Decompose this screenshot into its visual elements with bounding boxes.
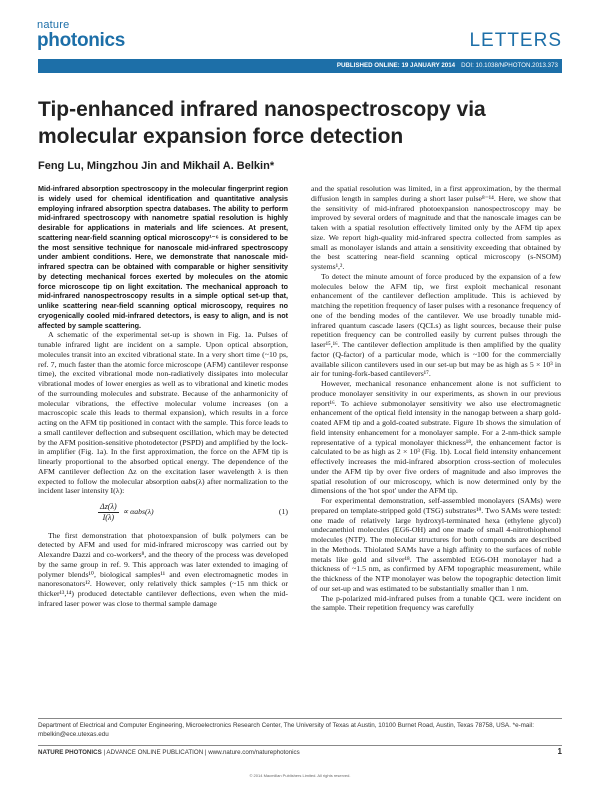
equation-1 — [38, 502, 288, 523]
footer-divider — [38, 745, 562, 746]
equation-label: (1) — [278, 507, 288, 517]
equation-numerator: Δz(λ) — [100, 502, 117, 511]
right-column — [311, 184, 561, 613]
publication-bar — [38, 59, 562, 73]
paragraph: For experimental demonstration, self-assembled monolayers (SAMs) were prepared on template-stripped gold (TSG) substrates¹⁹. Two SAMs were tested: one made of relatively large hydroxyl-terminated hexa (ethylene glycol) undecanethiol molecules (EG6-OH) and one made of small 4-nitrothiophenol molecules (NTP). The molecular structures for both compounds are described in the Methods. Thiolated SAMs have a high affinity to the surfaces of noble metals like gold and silver¹⁸. The assembled EG6-OH monolayer had a thickness of ~1.5 nm, as confirmed by AFM topographic measurement, while the thickness of the NTP monolayer was below the topographic detection limit of our set-up and was estimated to be substantially smaller than 1 nm. — [311, 496, 561, 593]
footer-divider — [38, 718, 562, 719]
paragraph: However, mechanical resonance enhancement alone is not sufficient to produce monolayer sensitivity in our experiments, as shown in our previous report¹⁶. To achieve submonolayer sensitivity we also use electromagnetic enhancement of the optical field intensity in the nanogap between a sharp gold-coated AFM tip and a gold-coated substrate. Figure 1b shows the simulation of field intensity enhancement for a monolayer sample. For a 2-nm-thick sample representative of a typical monolayer thickness¹⁸, the enhancement factor is calculated to be as high as 2 × 10³ (Fig. 1b). Local field intensity enhancement effectively increases the mid-infrared absorption cross-section of molecules under the AFM tip by over five orders of magnitude and also improves the spatial resolution of our microscopy, which is now determined only by the dimensions of the 'hot spot' under the AFM tip. — [311, 379, 561, 496]
journal-logo-line2: photonics — [37, 30, 126, 51]
equation-denominator: I(λ) — [102, 512, 115, 522]
author-list: Feng Lu, Mingzhou Jin and Mikhail A. Belkin* — [38, 160, 275, 172]
footer-journal: NATURE PHOTONICS — [38, 749, 102, 756]
paragraph: The first demonstration that photoexpansion of bulk polymers can be detected by AFM and used for mid-infrared microscopy was carried out by Alexandre Dazzi and co-workers⁸, and the theory of the process was developed by the same group in ref. 9. This approach was later extended to imaging of polymer blends¹⁰, biological samples¹¹ and even electromagnetic modes in nanoresonators¹². However, only relatively thick samples (~15 nm thick or thicker¹³,¹⁴) produced detectable cantilever deflections, even when the mid-infrared laser power was close to thermal sample damage — [38, 530, 288, 608]
equation-rhs: ∝ αabs(λ) — [122, 507, 154, 517]
journal-logo — [37, 20, 125, 50]
section-label: LETTERS — [469, 30, 562, 51]
footer-info: | ADVANCE ONLINE PUBLICATION | www.nature.com/naturephotonics — [103, 749, 300, 756]
copyright: © 2014 Macmillan Publishers Limited. All rights reserved. — [249, 773, 351, 778]
equation-fraction — [98, 502, 119, 523]
paragraph: A schematic of the experimental set-up is shown in Fig. 1a. Pulses of tunable infrared light are incident on a sample. Upon optical absorption, molecules transit into an excited vibrational state. In a very short time (~10 ps, ref. 7, much faster than the atomic force microscope (AFM) cantilever response time), the excited vibrational mode non-radiatively dissipates into molecular vibrational modes of lower energies as well as to vibrational and kinetic modes of the surrounding molecules and substrate. Because of the anharmonicity of molecular vibrations, the effective molecular volume increases (on a macroscopic scale this leads to thermal expansion), which results in a force acting on the AFM tip positioned in contact with the sample. This force leads to a small cantilever deflection and subsequent oscillation, which may be detected by the AFM position-sensitive photodetector (PSPD) and amplified by the lock-in amplifier (Fig. 1a). In the first approximation, the force on the AFM tip is linearly proportional to the absorbed optical energy. The dependence of the AFM cantilever deflection Δz on the excitation laser wavelength λ is then expected to follow the molecular absorption αabs(λ) after normalization to the incident laser intensity I(λ): — [38, 330, 288, 496]
doi: DOI: 10.1038/NPHOTON.2013.373 — [461, 62, 558, 69]
affiliation: Department of Electrical and Computer Engineering, Microelectronics Research Center, The University of Texas at Austin, 10100 Burnet Road, Austin, Texas 78758, USA. *e-mail: mbelkin@ece.utexas.edu — [38, 722, 534, 738]
abstract: Mid-infrared absorption spectroscopy in the molecular fingerprint region is widely used for chemical identification and quantitative analysis employing infrared absorption spectra databases. The ability to perform mid-infrared spectroscopy with nanometre spatial resolution is highly desirable for applications in materials and life sciences. At present, scattering near-field scanning optical microscopy¹⁻⁶ is considered to be the most sensitive technique for nanoscale mid-infrared spectroscopy under ambient conditions. Here, we demonstrate that nanoscale mid-infrared spectra can be obtained with comparable or higher sensitivity by detecting mechanical forces exerted by molecules on the atomic force microscope tip on light excitation. The mechanical approach to mid-infrared nanospectroscopy results in a simple optical set-up that, unlike scattering near-field scanning optical microscopy, requires no cryogenically cooled mid-infrared detectors, is easy to align, and is not affected by sample scattering. — [38, 184, 288, 330]
journal-logo-line1: nature — [37, 19, 70, 31]
published-date: PUBLISHED ONLINE: 19 JANUARY 2014 — [336, 62, 456, 69]
left-column — [38, 184, 288, 609]
page-number: 1 — [557, 747, 562, 756]
running-footer — [38, 749, 300, 756]
paragraph: To detect the minute amount of force produced by the expansion of a few molecules below the AFM tip, we first exploit mechanical resonant enhancement of the cantilever deflection amplitude. This is achieved by matching the repetition frequency of laser pulses with a resonance frequency of one of the bending modes of the cantilever. We use broadly tunable mid-infrared quantum cascade lasers (QCLs) as light sources, because their pulse repetition frequency can be controlled easily by current pulses through the laser¹⁵,¹⁶. The cantilever deflection amplitude is then amplified by the quality factor (Q-factor) of a particular mode, which is ~100 for the commercially available silicon cantilevers used in our set-up but may be as high as 5 × 10³ in air for tuning-fork-based cantilevers¹⁷. — [311, 271, 561, 379]
article-title: Tip-enhanced infrared nanospectroscopy via molecular expansion force detection — [38, 98, 486, 148]
paragraph: and the spatial resolution was limited, in a first approximation, by the thermal diffusion length in samples during a short laser pulse⁸⁻¹⁴. Here, we show that the sensitivity of mid-infrared photoexpansion nanospectroscopy may be improved by several orders of magnitude and that the nanoscale images can be taken with a spatial resolution effectively limited only by the AFM tip apex size. We report high-quality mid-infrared spectra collected from samples as small as monolayer islands and attain a sensitivity exceeding that obtained by the best scattering near-field scanning optical microscopy (s-NSOM) systems¹,². — [311, 184, 561, 271]
paragraph: The p-polarized mid-infrared pulses from a tunable QCL were incident on the sample. Their repetition frequency was carefully — [311, 593, 561, 613]
